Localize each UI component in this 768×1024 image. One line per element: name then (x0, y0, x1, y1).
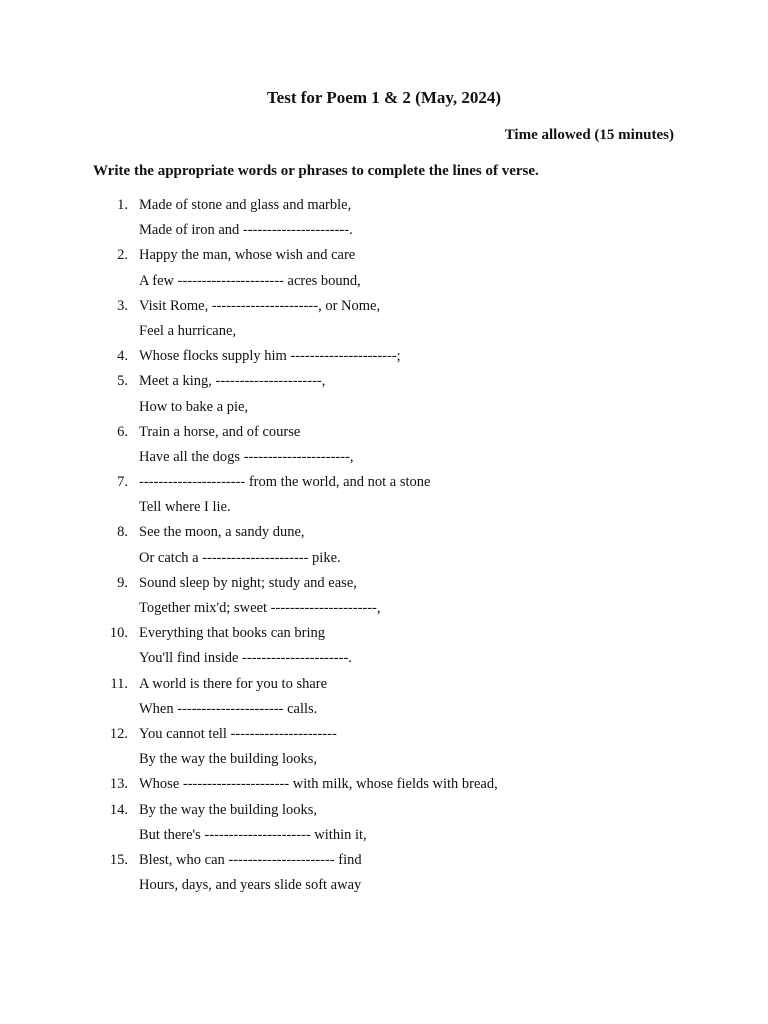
question-item (0, 621, 768, 671)
page-title: Test for Poem 1 & 2 (May, 2024) (266, 88, 502, 107)
question-number: 8. (117, 524, 128, 541)
verse-line (0, 747, 768, 772)
verse-text: Made of stone and glass and marble, (139, 197, 352, 213)
verse-text: Train a horse, and of course (139, 423, 301, 440)
verse-line (0, 369, 768, 394)
verse-line (0, 722, 768, 747)
question-number: 14. (109, 801, 128, 818)
verse-text: Feel a hurricane, (139, 322, 237, 339)
instruction: Write the appropriate words or phrases to complete the lines of verse. (93, 163, 539, 179)
question-number: 2. (117, 247, 128, 264)
question-item (0, 798, 768, 848)
verse-text: Together mix'd; sweet ----------------------, (139, 600, 381, 616)
question-number: 4. (117, 348, 128, 365)
verse-line (0, 420, 768, 445)
verse-line (0, 823, 768, 848)
verse-text: Tell where I lie. (139, 499, 231, 516)
verse-text: You cannot tell ---------------------- (139, 725, 337, 742)
verse-text: Sound sleep by night; study and ease, (139, 574, 357, 591)
verse-text: When ---------------------- calls. (139, 700, 318, 717)
verse-line (0, 319, 768, 344)
verse-text: Blest, who can ---------------------- find (139, 851, 362, 868)
verse-text: Hours, days, and years slide soft away (139, 877, 362, 894)
question-list (0, 193, 768, 898)
verse-text: Visit Rome, ----------------------, or Nome, (139, 297, 381, 314)
question-number: 5. (117, 373, 128, 390)
verse-text: Or catch a ---------------------- pike. (139, 549, 341, 566)
verse-text: By the way the building looks, (139, 751, 318, 768)
verse-text: A world is there for you to share (139, 675, 328, 692)
verse-text: ---------------------- from the world, and not a stone (139, 474, 431, 491)
verse-line (0, 294, 768, 319)
question-number: 11. (110, 675, 128, 692)
question-item (0, 243, 768, 293)
question-item (0, 420, 768, 470)
question-item (0, 369, 768, 419)
verse-line (0, 772, 768, 797)
question-item (0, 294, 768, 344)
verse-text: Made of iron and ----------------------. (139, 222, 353, 239)
question-number: 10. (109, 625, 128, 642)
verse-text: Have all the dogs ----------------------, (139, 448, 354, 465)
verse-line (0, 596, 768, 621)
verse-line (0, 621, 768, 646)
verse-line (0, 344, 768, 369)
verse-text: Everything that books can bring (139, 625, 326, 642)
verse-line (0, 646, 768, 671)
question-number: 13. (109, 776, 128, 793)
verse-text: You'll find inside ----------------------. (139, 650, 352, 667)
verse-line (0, 798, 768, 823)
time-allowed: Time allowed (15 minutes) (504, 127, 674, 143)
verse-line (0, 873, 768, 898)
verse-line (0, 546, 768, 571)
verse-text: Happy the man, whose wish and care (139, 247, 356, 264)
question-number: 15. (109, 851, 128, 868)
verse-line (0, 243, 768, 268)
verse-line (0, 269, 768, 294)
question-number: 12. (109, 725, 128, 742)
question-number: 3. (117, 297, 128, 314)
verse-text: A few ---------------------- acres bound, (139, 272, 361, 289)
verse-line (0, 571, 768, 596)
question-item (0, 672, 768, 722)
verse-text: How to bake a pie, (139, 398, 249, 415)
question-number: 1. (117, 197, 128, 213)
question-number: 7. (117, 474, 128, 491)
verse-line (0, 395, 768, 420)
verse-line (0, 193, 768, 218)
verse-line (0, 672, 768, 697)
question-item (0, 848, 768, 898)
question-item (0, 772, 768, 797)
verse-line (0, 218, 768, 243)
question-item (0, 722, 768, 772)
verse-text: By the way the building looks, (139, 801, 318, 818)
verse-line (0, 848, 768, 873)
question-item (0, 193, 768, 243)
verse-text: Whose flocks supply him ----------------------; (139, 348, 401, 365)
verse-line (0, 697, 768, 722)
verse-text: See the moon, a sandy dune, (139, 524, 305, 541)
question-item (0, 470, 768, 520)
verse-line (0, 470, 768, 495)
verse-text: Whose ---------------------- with milk, whose fields with bread, (139, 776, 498, 793)
question-item (0, 520, 768, 570)
question-number: 9. (117, 574, 128, 591)
verse-line (0, 520, 768, 545)
verse-line (0, 445, 768, 470)
verse-text: But there's ---------------------- within it, (139, 826, 367, 843)
verse-line (0, 495, 768, 520)
verse-text: Meet a king, ----------------------, (139, 373, 326, 390)
question-item (0, 344, 768, 369)
question-item (0, 571, 768, 621)
question-number: 6. (117, 423, 128, 440)
